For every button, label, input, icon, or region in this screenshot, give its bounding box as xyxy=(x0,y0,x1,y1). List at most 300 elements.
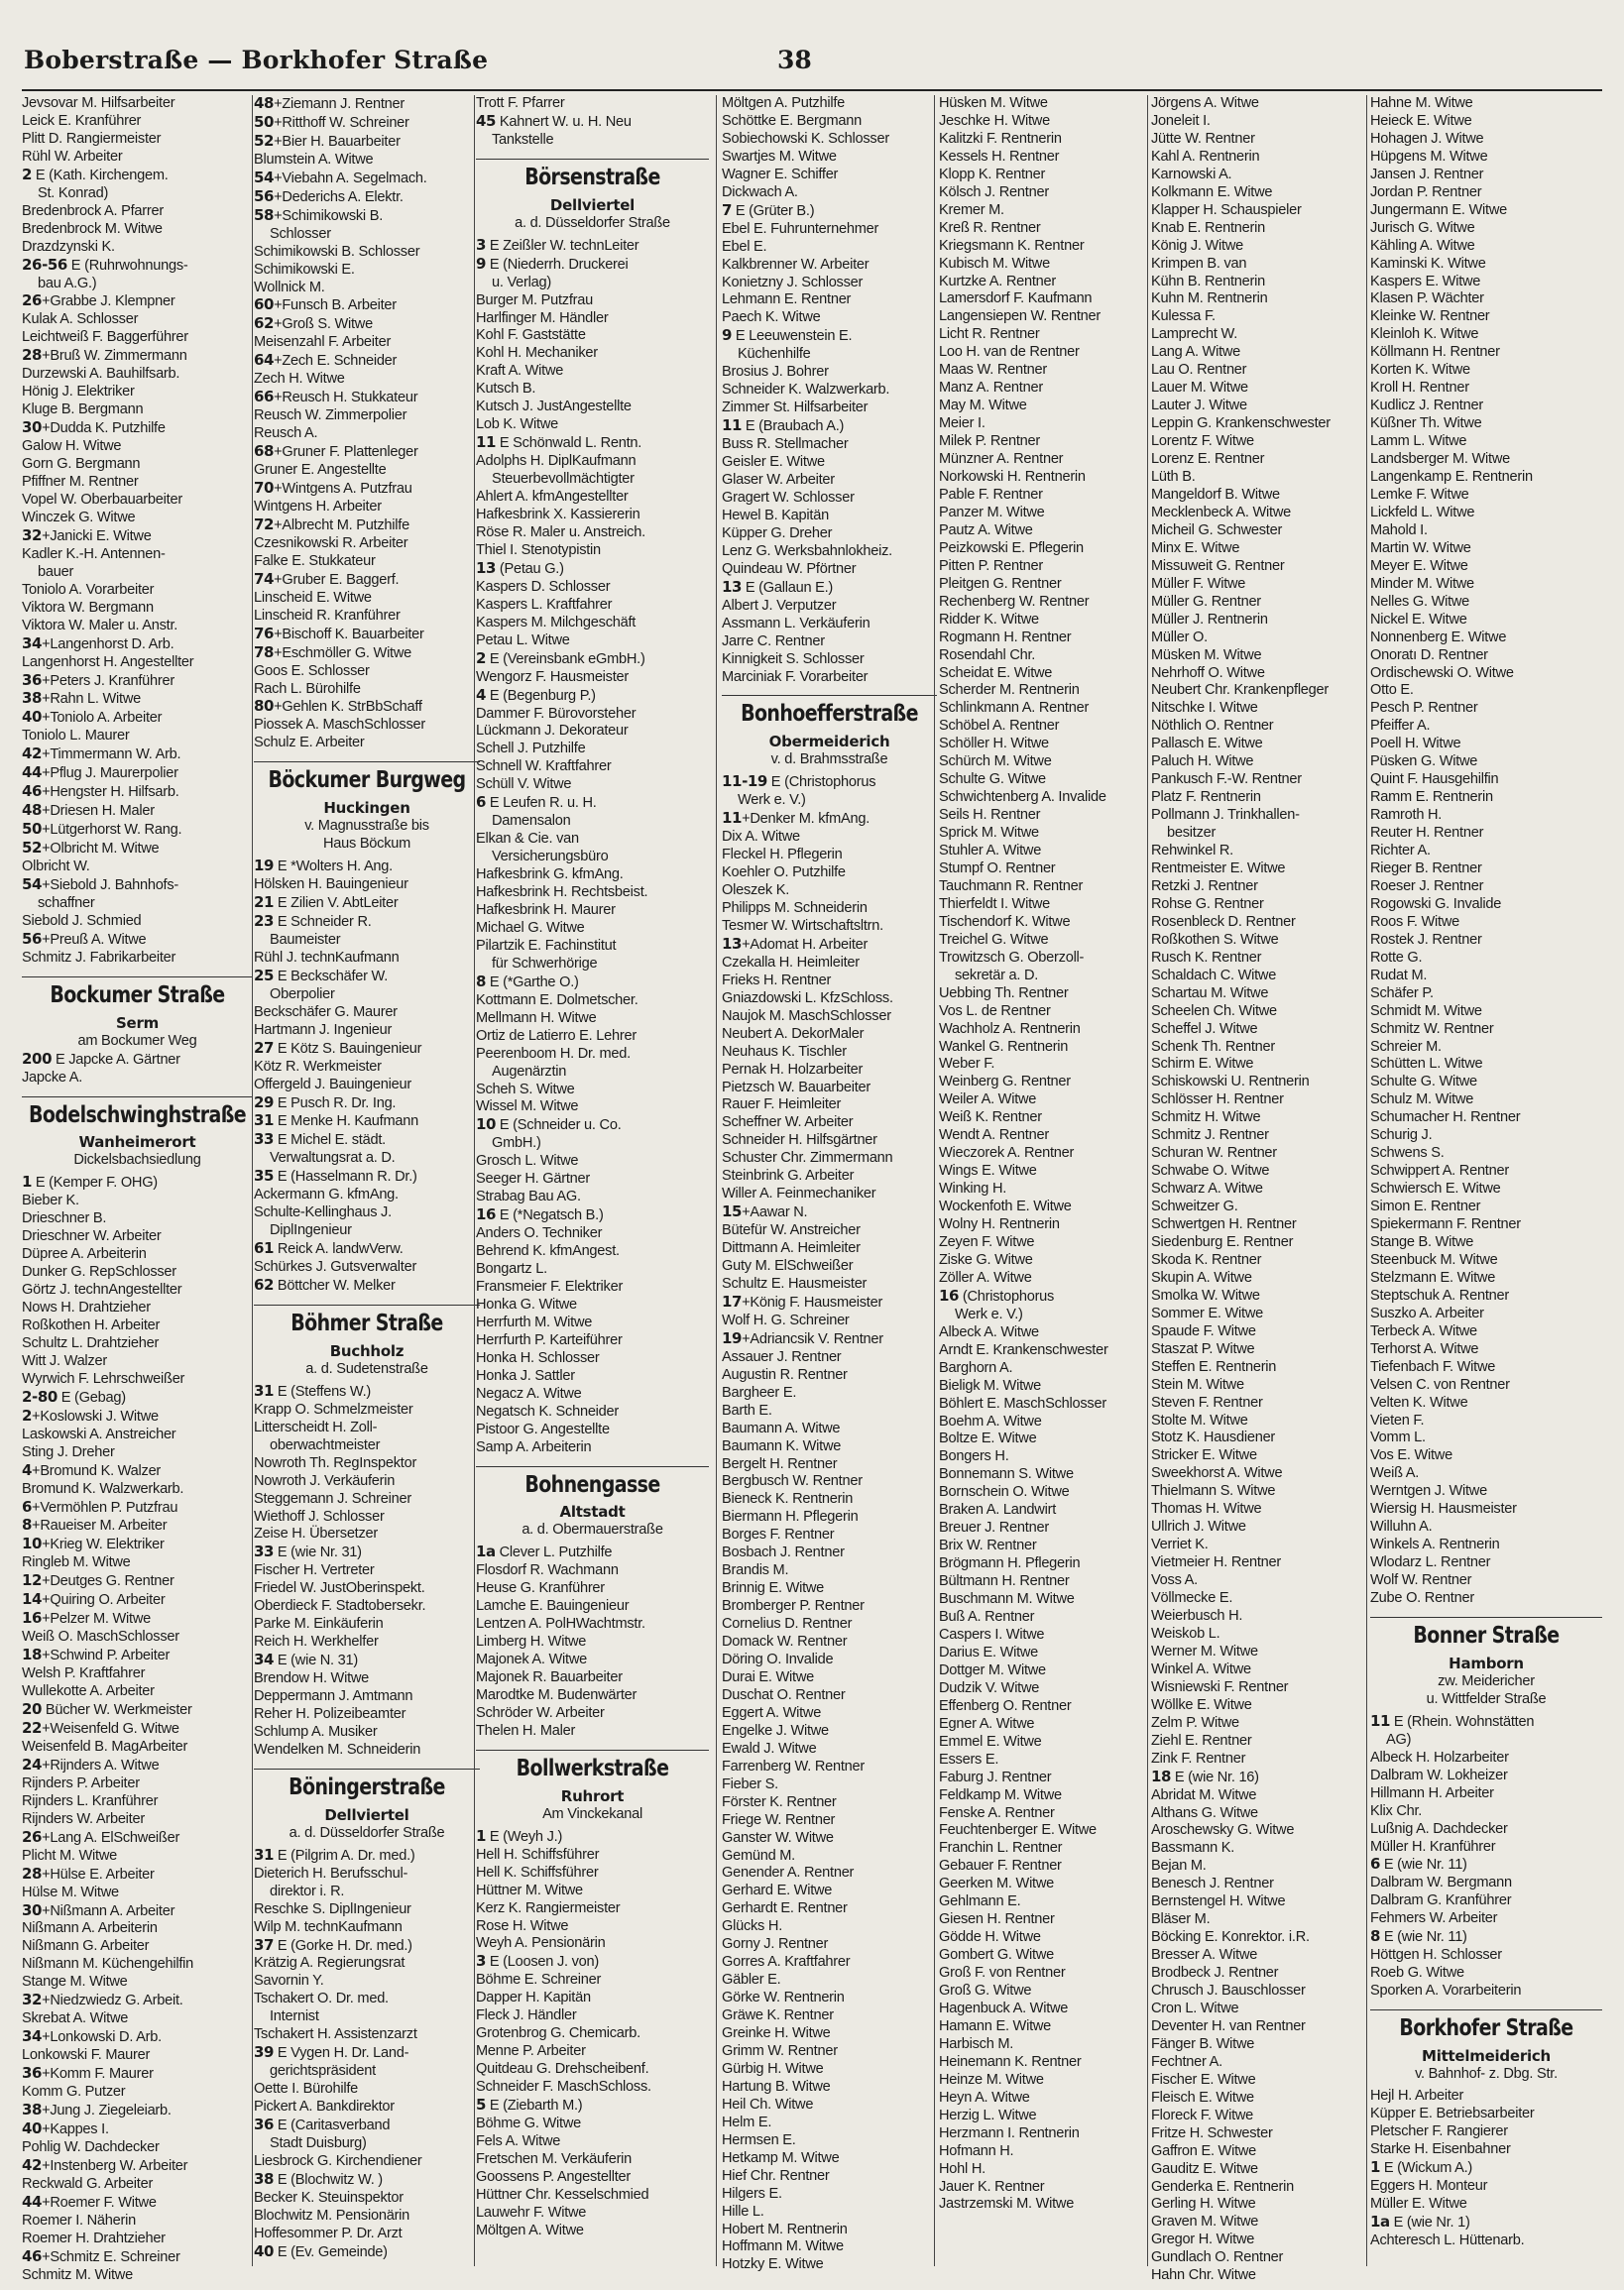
resident-text: Oberpolier xyxy=(270,985,335,1002)
resident-text: Schulte G. Witwe xyxy=(939,771,1046,788)
district-label: Buchholz xyxy=(329,1341,405,1360)
directory-entry xyxy=(22,1683,253,1701)
directory-entry xyxy=(22,2010,253,2028)
resident-text: Lehmann E. Rentner xyxy=(722,291,852,308)
directory-entry xyxy=(722,149,937,167)
resident-text: +Kappes I. xyxy=(42,2120,109,2137)
directory-entry xyxy=(476,507,709,524)
resident-text: Rehwinkel R. xyxy=(1151,843,1233,859)
resident-text: Hahn Chr. Witwe xyxy=(1151,2267,1256,2284)
resident-text: Mellmann H. Witwe xyxy=(476,1009,597,1026)
directory-entry xyxy=(476,2043,709,2061)
directory-entry xyxy=(1151,807,1371,825)
directory-entry xyxy=(1151,95,1371,113)
column-1 xyxy=(22,95,253,2283)
resident-text: Schwens S. xyxy=(1370,1145,1445,1162)
directory-entry xyxy=(476,794,709,813)
directory-entry xyxy=(476,1616,709,1634)
directory-entry xyxy=(254,1277,480,1296)
resident-text: Werk e. V.) xyxy=(738,792,806,809)
directory-entry xyxy=(254,170,480,188)
directory-entry xyxy=(254,608,480,626)
district-label: Serm xyxy=(115,1013,159,1032)
resident-text: Schwippert A. Rentner xyxy=(1370,1163,1509,1180)
directory-entry xyxy=(22,1246,253,1264)
resident-text: bau A.G.) xyxy=(38,275,97,291)
directory-entry xyxy=(476,327,709,345)
directory-entry xyxy=(22,474,253,492)
house-number: 2 xyxy=(476,648,487,667)
resident-text: Kubisch M. Witwe xyxy=(939,255,1050,272)
directory-entry xyxy=(939,647,1159,665)
directory-entry xyxy=(1370,1785,1602,1803)
directory-entry xyxy=(22,527,253,546)
resident-text: Rieger B. Rentner xyxy=(1370,859,1482,876)
directory-entry xyxy=(254,1131,480,1150)
resident-text: (Christophorus xyxy=(962,1288,1055,1305)
entry-continuation xyxy=(254,1222,480,1240)
resident-text: Pistoor G. Angestellte xyxy=(476,1421,610,1437)
directory-entry xyxy=(254,1040,480,1059)
house-number: 56 xyxy=(254,186,275,205)
resident-text: Bornschein O. Witwe xyxy=(939,1484,1070,1501)
directory-entry xyxy=(1151,398,1371,415)
directory-entry xyxy=(1151,1769,1371,1787)
resident-text: Abridat M. Witwe xyxy=(1151,1786,1257,1803)
directory-entry xyxy=(1370,95,1602,113)
resident-text: Verwaltungsrat a. D. xyxy=(270,1150,396,1167)
directory-entry xyxy=(1370,1127,1602,1145)
directory-entry xyxy=(1370,630,1602,647)
directory-entry xyxy=(476,669,709,687)
resident-text: Völlmecke E. xyxy=(1151,1590,1233,1607)
resident-text: Hewel B. Kapitän xyxy=(722,507,829,523)
directory-entry xyxy=(939,1396,1159,1414)
directory-entry xyxy=(1151,1091,1371,1109)
resident-text: Hejl H. Arbeiter xyxy=(1370,2087,1464,2104)
directory-entry xyxy=(22,1317,253,1335)
column-divider xyxy=(716,95,717,2266)
directory-entry xyxy=(1151,950,1371,968)
resident-text: Voss A. xyxy=(1151,1572,1198,1589)
column-divider xyxy=(252,95,253,2266)
resident-text: Ridder K. Witwe xyxy=(939,611,1039,628)
directory-entry xyxy=(1370,914,1602,932)
directory-entry xyxy=(722,1168,937,1186)
directory-entry xyxy=(22,2267,253,2285)
directory-entry xyxy=(1370,113,1602,131)
directory-entry xyxy=(722,1687,937,1705)
section-rule xyxy=(22,976,253,977)
directory-entry xyxy=(22,1701,253,1720)
resident-text: Durai E. Witwe xyxy=(722,1668,814,1685)
directory-entry xyxy=(1370,843,1602,860)
resident-text: +Pflug J. Maurerpolier xyxy=(42,765,178,782)
directory-entry xyxy=(22,618,253,635)
resident-text: Schaldach C. Witwe xyxy=(1151,967,1277,983)
resident-text: Langenkamp E. Rentnerin xyxy=(1370,469,1533,486)
directory-entry xyxy=(939,594,1159,612)
resident-text: Albeck A. Witwe xyxy=(939,1323,1039,1340)
resident-text: +Toniolo A. Arbeiter xyxy=(42,710,163,727)
directory-entry xyxy=(476,1350,709,1368)
house-number: 54 xyxy=(22,874,43,893)
resident-text: Martin W. Witwe xyxy=(1370,539,1471,556)
entry-continuation xyxy=(22,276,253,293)
house-number: 13 xyxy=(476,558,497,577)
directory-entry xyxy=(1151,1234,1371,1252)
directory-entry xyxy=(22,783,253,802)
resident-text: Weiß A. xyxy=(1370,1465,1420,1482)
entry-continuation xyxy=(22,185,253,203)
resident-text: Reusch W. Zimmerpolier xyxy=(254,407,407,424)
directory-entry xyxy=(1370,932,1602,950)
resident-text: +Adriancsik V. Rentner xyxy=(742,1330,883,1347)
directory-entry xyxy=(254,1455,480,1473)
directory-entry xyxy=(722,1203,937,1222)
directory-entry xyxy=(1370,736,1602,753)
resident-text: Boltze E. Witwe xyxy=(939,1431,1037,1447)
directory-entry xyxy=(254,114,480,133)
directory-entry xyxy=(476,687,709,706)
directory-entry xyxy=(722,1222,937,1240)
resident-text: Vieten F. xyxy=(1370,1412,1425,1429)
house-number: 45 xyxy=(476,111,497,130)
directory-entry xyxy=(1151,2001,1371,2018)
resident-text: Michael G. Witwe xyxy=(476,919,585,936)
directory-entry xyxy=(722,2025,937,2043)
directory-entry xyxy=(476,1422,709,1439)
directory-entry xyxy=(476,1189,709,1206)
resident-text: E Schönwald L. Rentn. xyxy=(499,435,642,452)
directory-entry xyxy=(254,1706,480,1724)
resident-text: Internist xyxy=(270,2008,319,2025)
resident-text: Kreß R. Rentner xyxy=(939,219,1041,236)
resident-text: Leick E. Kranführer xyxy=(22,112,142,129)
entry-continuation xyxy=(939,1307,1159,1324)
resident-text: Beckschäfer G. Maurer xyxy=(254,1003,398,1020)
entry-continuation xyxy=(254,932,480,950)
resident-text: Jauer K. Rentner xyxy=(939,2178,1045,2195)
directory-entry xyxy=(1370,362,1602,380)
directory-entry xyxy=(22,203,253,221)
resident-text: Scheelen Ch. Witwe xyxy=(1151,1002,1277,1019)
column-divider xyxy=(1366,95,1367,2266)
directory-entry xyxy=(254,2117,480,2135)
directory-entry xyxy=(1151,700,1371,718)
street-heading: Bohnengasse xyxy=(524,1470,660,1498)
directory-entry xyxy=(254,1112,480,1131)
directory-entry xyxy=(1370,308,1602,326)
directory-entry xyxy=(939,1091,1159,1109)
resident-text: Nißmann M. Küchengehilfin xyxy=(22,1956,194,1973)
resident-text: Tschakert O. Dr. med. xyxy=(254,1991,389,2007)
resident-text: Kluge B. Bergmann xyxy=(22,401,144,418)
house-number: 44 xyxy=(22,763,43,782)
directory-entry xyxy=(1151,1572,1371,1590)
resident-text: Schulz M. Witwe xyxy=(1370,1091,1474,1108)
directory-entry xyxy=(22,2120,253,2139)
resident-text: Wendelken M. Schneiderin xyxy=(254,1741,421,1758)
resident-text: Groß F. von Rentner xyxy=(939,1965,1066,1982)
directory-entry xyxy=(22,1408,253,1427)
directory-entry xyxy=(476,1935,709,1953)
resident-text: St. Konrad) xyxy=(38,184,109,201)
directory-entry xyxy=(1370,1768,1602,1785)
column-divider xyxy=(1147,95,1148,2266)
directory-entry xyxy=(1151,2249,1371,2267)
resident-text: Albert J. Verputzer xyxy=(722,597,837,614)
directory-entry xyxy=(22,2176,253,2194)
directory-entry xyxy=(722,309,937,327)
resident-text: Pletscher F. Rangierer xyxy=(1370,2122,1508,2139)
resident-text: Tiefenbach F. Witwe xyxy=(1370,1358,1496,1375)
resident-text: gerichtspräsident xyxy=(270,2063,376,2080)
resident-text: Philipps M. Schneiderin xyxy=(722,899,868,916)
resident-text: Steffen E. Rentnerin xyxy=(1151,1358,1277,1375)
directory-entry xyxy=(476,1562,709,1580)
directory-entry xyxy=(476,1953,709,1972)
entry-continuation xyxy=(1151,825,1371,843)
resident-text: Hell K. Schiffsführer xyxy=(476,1864,599,1881)
directory-entry xyxy=(22,582,253,600)
resident-text: Litterscheidt H. Zoll- xyxy=(254,1419,378,1435)
resident-text: Emmel E. Witwe xyxy=(939,1733,1042,1750)
house-number: 66 xyxy=(254,388,275,406)
resident-text: E (Gallaun E.) xyxy=(745,579,834,596)
directory-entry xyxy=(722,1456,937,1474)
directory-entry xyxy=(1151,2161,1371,2179)
resident-text: Harlfinger M. Händler xyxy=(476,309,609,326)
directory-entry xyxy=(722,2186,937,2204)
entry-continuation xyxy=(476,132,709,150)
directory-entry xyxy=(254,535,480,553)
resident-text: Schmidt M. Witwe xyxy=(1370,1002,1482,1019)
directory-entry xyxy=(22,1481,253,1499)
house-number: 18 xyxy=(22,1646,43,1664)
resident-text: Gorres A. Kraftfahrer xyxy=(722,1954,851,1971)
directory-entry xyxy=(476,831,709,849)
directory-entry xyxy=(1370,274,1602,291)
resident-text: Licht R. Rentner xyxy=(939,326,1040,343)
directory-entry xyxy=(939,238,1159,256)
resident-text: Wankel G. Rentnerin xyxy=(939,1038,1069,1055)
resident-text: Tankstelle xyxy=(492,131,554,148)
resident-text: Bromberger P. Rentner xyxy=(722,1598,865,1615)
directory-entry xyxy=(939,1520,1159,1538)
directory-entry xyxy=(476,2205,709,2223)
directory-entry xyxy=(939,2143,1159,2161)
directory-entry xyxy=(476,920,709,938)
resident-text: Kühn B. Rentnerin xyxy=(1151,273,1266,289)
directory-entry xyxy=(22,456,253,474)
street-heading: Bockumer Straße xyxy=(50,981,225,1008)
resident-text: Schwabe O. Witwe xyxy=(1151,1163,1270,1180)
resident-text: E (Hasselmann R. Dr.) xyxy=(277,1169,417,1186)
street-heading: Bonner Straße xyxy=(1413,1622,1560,1650)
resident-text: Kleinke W. Rentner xyxy=(1370,308,1490,325)
directory-entry xyxy=(939,558,1159,576)
resident-text: E (wie N. 31) xyxy=(277,1653,358,1669)
resident-text: Konietzny J. Schlosser xyxy=(722,274,864,290)
directory-entry xyxy=(22,802,253,821)
resident-text: Falke E. Stukkateur xyxy=(254,552,376,569)
resident-text: Vietmeier H. Rentner xyxy=(1151,1554,1281,1571)
resident-text: E *Wolters H. Ang. xyxy=(277,859,393,875)
resident-text: +Roemer F. Witwe xyxy=(42,2194,157,2211)
directory-entry xyxy=(1151,2090,1371,2108)
directory-entry xyxy=(939,2036,1159,2054)
directory-entry xyxy=(476,579,709,597)
resident-text: Gregor H. Witwe xyxy=(1151,2232,1255,2248)
resident-text: Steenbuck M. Witwe xyxy=(1370,1251,1498,1268)
directory-entry xyxy=(1370,469,1602,487)
resident-text: +Deutges G. Rentner xyxy=(42,1573,174,1590)
directory-entry xyxy=(1151,433,1371,451)
street-location: v. d. Brahmsstraße xyxy=(770,751,888,768)
directory-entry xyxy=(1151,682,1371,700)
resident-text: Borges F. Rentner xyxy=(722,1527,835,1544)
directory-entry xyxy=(1151,362,1371,380)
directory-entry xyxy=(1151,1876,1371,1893)
resident-text: Suszko A. Arbeiter xyxy=(1370,1305,1484,1321)
resident-text: Stuhler A. Witwe xyxy=(939,843,1042,859)
resident-text: Wiethoff J. Schlosser xyxy=(254,1508,385,1525)
resident-text: Goossens P. Angestellter xyxy=(476,2168,631,2185)
directory-entry xyxy=(722,973,937,990)
resident-text: Münzner A. Rentner xyxy=(939,451,1064,468)
directory-entry xyxy=(22,1739,253,1757)
directory-entry xyxy=(1370,1572,1602,1590)
directory-entry xyxy=(722,2097,937,2115)
directory-entry xyxy=(1151,1840,1371,1858)
directory-entry xyxy=(722,1705,937,1723)
resident-text: Domack W. Rentner xyxy=(722,1634,848,1651)
house-number: 31 xyxy=(254,1111,275,1130)
directory-entry xyxy=(939,1983,1159,2001)
resident-text: Heieck E. Witwe xyxy=(1370,112,1472,129)
resident-text: Blumstein A. Witwe xyxy=(254,151,374,168)
resident-text: Piossek A. MaschSchlosser xyxy=(254,717,426,734)
resident-text: Reick A. landwVerw. xyxy=(277,1241,404,1258)
directory-entry xyxy=(722,113,937,131)
directory-entry xyxy=(254,315,480,334)
directory-entry xyxy=(22,709,253,728)
directory-entry xyxy=(254,1598,480,1616)
column-2 xyxy=(254,95,480,2266)
resident-text: u. Verlag) xyxy=(492,274,551,290)
resident-text: Flosdorf R. Wachmann xyxy=(476,1562,619,1579)
resident-text: Rusch K. Rentner xyxy=(1151,949,1262,966)
resident-text: Quint F. Hausgehilfin xyxy=(1370,771,1499,788)
directory-entry xyxy=(939,1270,1159,1288)
directory-entry xyxy=(22,347,253,366)
resident-text: Ebel E. xyxy=(722,238,767,255)
directory-entry xyxy=(939,1288,1159,1307)
directory-entry xyxy=(1151,1983,1371,2001)
directory-entry xyxy=(1151,558,1371,576)
house-number: 8 xyxy=(476,972,487,990)
directory-entry xyxy=(722,1114,937,1132)
directory-entry xyxy=(722,1132,937,1150)
resident-text: Feuchtenberger E. Witwe xyxy=(939,1822,1097,1839)
resident-text: Dalbram W. Lokheizer xyxy=(1370,1767,1508,1783)
directory-entry xyxy=(476,1098,709,1116)
resident-text: Kaspers D. Schlosser xyxy=(476,578,611,595)
resident-text: Dalbram G. Kranführer xyxy=(1370,1892,1512,1909)
directory-entry xyxy=(476,560,709,579)
resident-text: Genender A. Rentner xyxy=(722,1865,855,1882)
resident-text: Thiel I. Stenotypistin xyxy=(476,541,601,558)
resident-text: Milek P. Rentner xyxy=(939,433,1040,450)
resident-text: Wullekotte A. Arbeiter xyxy=(22,1683,155,1700)
resident-text: Olbricht W. xyxy=(22,859,90,875)
directory-entry xyxy=(476,1171,709,1189)
house-number: 23 xyxy=(254,911,275,930)
house-number: 11 xyxy=(722,809,743,828)
house-number: 4 xyxy=(476,685,487,704)
directory-entry xyxy=(722,1794,937,1812)
resident-text: Hotzky E. Witwe xyxy=(722,2256,824,2273)
directory-entry xyxy=(22,764,253,783)
resident-text: Damensalon xyxy=(492,813,571,830)
resident-text: Caspers I. Witwe xyxy=(939,1626,1045,1643)
house-number: 37 xyxy=(254,1935,275,1954)
directory-entry xyxy=(22,510,253,527)
directory-entry xyxy=(1151,415,1371,433)
directory-entry xyxy=(22,2028,253,2047)
entry-continuation xyxy=(254,1437,480,1455)
resident-text: Stange M. Witwe xyxy=(22,1974,128,1991)
header-rule xyxy=(22,89,1602,91)
resident-text: Retzki J. Rentner xyxy=(1151,877,1258,894)
resident-text: Fenske A. Rentner xyxy=(939,1804,1055,1821)
resident-text: Gundlach O. Rentner xyxy=(1151,2249,1284,2266)
directory-entry xyxy=(1151,1501,1371,1519)
directory-entry xyxy=(1370,1875,1602,1892)
resident-text: Kremer M. xyxy=(939,201,1004,218)
resident-text: +Weisenfeld G. Witwe xyxy=(42,1720,179,1737)
resident-text: Winking H. xyxy=(939,1181,1007,1198)
directory-entry xyxy=(939,1181,1159,1199)
directory-entry xyxy=(22,2157,253,2176)
resident-text: Rijnders L. Kranführer xyxy=(22,1792,159,1809)
resident-text: Eggers H. Monteur xyxy=(1370,2177,1488,2194)
resident-text: Landsberger M. Witwe xyxy=(1370,451,1510,468)
directory-entry xyxy=(939,131,1159,149)
resident-text: Neubert Chr. Krankenpfleger xyxy=(1151,682,1330,699)
resident-text: Jungermann E. Witwe xyxy=(1370,201,1508,218)
directory-entry xyxy=(939,630,1159,647)
resident-text: Dickwach A. xyxy=(722,183,798,200)
resident-text: Krapp O. Schmelzmeister xyxy=(254,1401,413,1418)
directory-entry xyxy=(722,2115,937,2132)
resident-text: Pautz A. Witwe xyxy=(939,521,1033,538)
directory-entry xyxy=(939,1716,1159,1734)
directory-entry xyxy=(476,1865,709,1883)
column-3 xyxy=(476,95,709,2266)
directory-entry xyxy=(939,1431,1159,1448)
directory-entry xyxy=(722,1080,937,1097)
directory-entry xyxy=(1370,594,1602,612)
resident-text: E (Blochwitz W. ) xyxy=(277,2171,383,2188)
resident-text: Gragert W. Schlosser xyxy=(722,489,855,506)
resident-text: Reckwald G. Arbeiter xyxy=(22,2175,154,2192)
resident-text: Lauter J. Witwe xyxy=(1151,398,1247,414)
resident-text: Hülse M. Witwe xyxy=(22,1884,119,1900)
resident-text: +Lütgerhorst W. Rang. xyxy=(42,822,182,839)
resident-text: Kohl F. Gaststätte xyxy=(476,327,586,344)
